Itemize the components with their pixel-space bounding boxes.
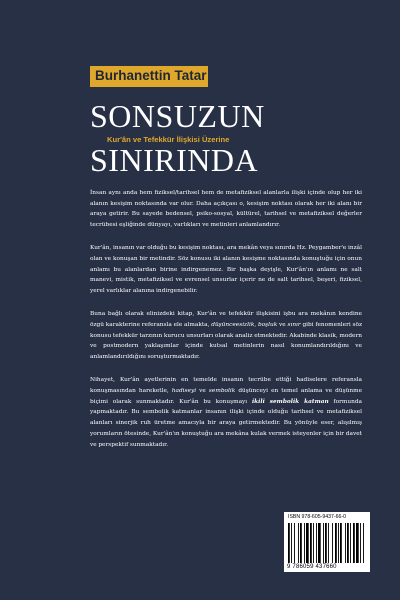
blurb-text: ve [277,322,288,329]
barcode-digits: 9 786059 437660 [287,564,337,570]
barcode-bar [291,523,292,563]
barcode-bar [304,523,305,563]
blurb-text: ve [196,388,209,395]
blurb-text: gibi fenomenleri söz konusu tefekkür tarzının kurucu unsurları olarak analiz etmektedir. Akabinde klasik, modern ve postmodern yaklaşımlar içinde kutsal metinlerin nasıl konumlandırıldığını ve anlamlandırıldığını soruşturmaktadır. [90,322,362,361]
barcode-bar [316,523,317,563]
barcode-bar [306,523,309,563]
barcode-bars [288,523,366,563]
barcode-bar [360,523,361,563]
emphasis-text: hadiseyi [171,388,197,395]
book-title-line2: SINIRINDA [90,142,259,178]
author-name: Burhanettin Tatar [95,68,207,83]
barcode-bar [338,523,339,563]
emphasis-text: düşünceesizlik, boşluk [211,322,278,329]
barcode-bar [318,523,321,563]
blurb-paragraph-3 [90,309,362,363]
blurb-paragraph-1: İnsan aynı anda hem fiziksel/tarihsel hem de metafiziksel alanlarla ilişki içinde olup her iki alanın kesişim noktasında var olur. Daha açıkçası o, kesişim noktası olarak her iki alanı bir araya getirir. Bu sayede bedensel, psiko-sosyal, kültürel, tarihsel ve metafiziksel değerler tecrübesi eşliğinde dünyayı, varlıkları ve metinleri anlamlandırır. [90,190,362,229]
isbn-barcode [284,512,370,572]
barcode-bar [323,523,324,563]
emphasis-text: sınır [287,322,301,329]
blurb-paragraph-2: Kur'ân, insanın var olduğu bu kesişim noktası, ara mekân veya sınırda Hz. Peygamber'e inzâl olan ve konuşan bir metindir. Söz konusu iki alanın kesişme noktasında konuştuğu için onun anlamı bu alanlardan birine indirgenemez. Bir başka deyişle, Kur'ân'ın anlamı ne salt manevi, mistik, metafiziksel ve evrensel unsurlar içerir ne de salt tarihsel, beşeri, fiziksel, yerel varlıklar alanına indirgenebilir. [90,245,362,295]
blurb-text: Nihayet, Kur'ân ayetlerinin en temelde insanın tecrübe ettiği hadiselere referansla konuşmasından hareketle, [90,377,362,395]
barcode-bar [340,523,342,563]
barcode-bar [310,523,312,563]
barcode-bar [313,523,314,563]
blurb-text: formunda yapmaktadır. Bu sembolik katmanlar insanın ilişki içinde olduğu tarihsel ve metafiziksel alanları sinerjik ruh üretme amacıyla bir araya getirmektedir. Bu yönüyle eser, alışılmış yorumların ötesinde, Kur'ân'ın konuştuğu ara mekâna kulak vermek isteyenler için bir davet ve perspektif sunmaktadır. [90,398,363,448]
back-cover-blurb [90,188,362,463]
barcode-bar [345,523,346,563]
barcode-bar [363,523,364,563]
blurb-text: düşünceyi en temel anlama ve düşünme biçimi olarak sunmaktadır. Kur'ân bu konuşmayı [90,388,362,405]
emphasis-text: sembolik [208,388,236,395]
blurb-paragraph-4 [90,375,362,450]
barcode-bar [325,523,327,563]
barcode-bar [294,523,295,563]
blurb-text: Buna bağlı olarak elinizdeki kitap, Kur'ân ve tefekkür ilişkisini işbu ara mekânın kendine özgü karakterine referansla ele almakta, [90,311,362,329]
book-title-line1: SONSUZUN [90,98,265,134]
barcode-bar [298,523,299,563]
barcode-bar [300,523,302,563]
barcode-bar [328,523,329,563]
barcode-bar [353,523,355,563]
isbn-label: ISBN 978-605-9437-66-0 [288,514,346,520]
barcode-bar [356,523,359,563]
strong-emphasis-text: ikili sembolik katman [251,398,329,405]
book-subtitle: Kur'ân ve Tefekkür İlişkisi Üzerine [107,135,230,144]
barcode-bar [335,523,337,563]
barcode-bar [288,523,290,563]
barcode-bar [350,523,351,563]
barcode-bar [347,523,349,563]
barcode-bar [332,523,333,563]
